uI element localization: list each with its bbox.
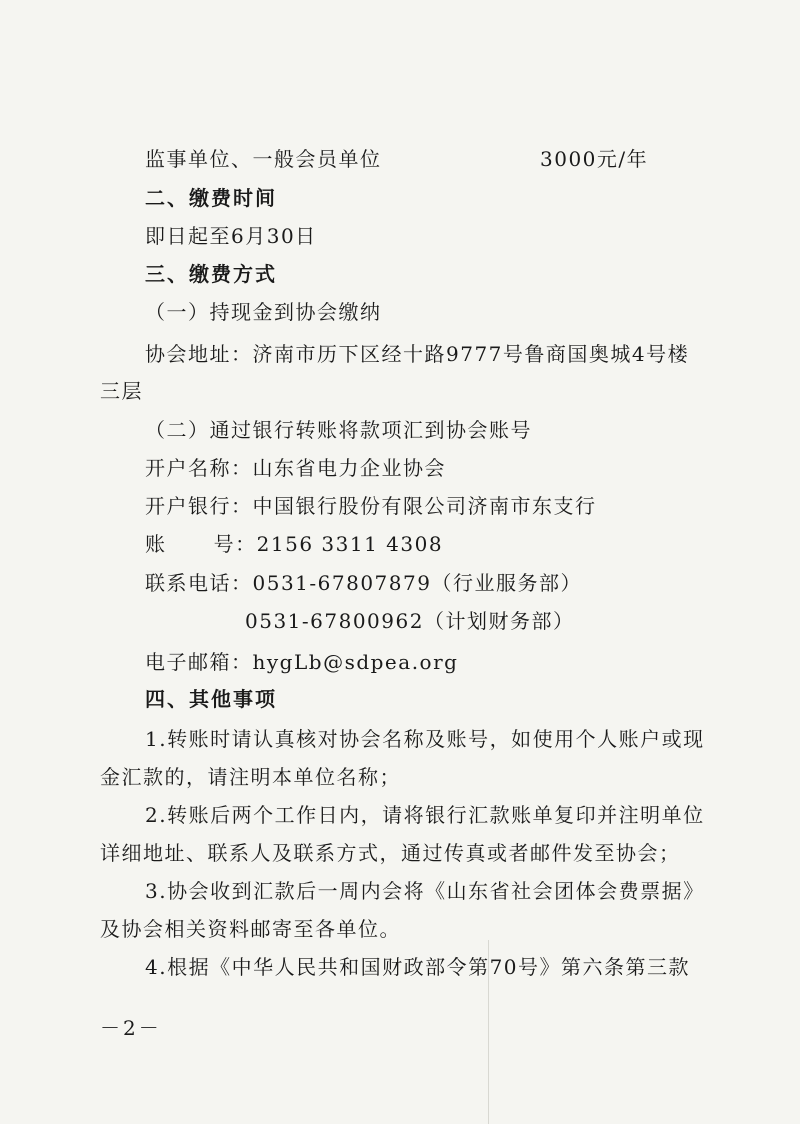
address-line-1: 协会地址：济南市历下区经十路9777号鲁商国奥城4号楼: [145, 342, 690, 366]
item-2-line-1: 2.转账后两个工作日内，请将银行汇款账单复印并注明单位: [145, 803, 705, 827]
page-number: －2－: [100, 1016, 162, 1040]
phone-line-2: 0531-67800962（计划财务部）: [245, 609, 575, 633]
section-heading-payment-method: 三、缴费方式: [145, 262, 277, 286]
section-heading-other-matters: 四、其他事项: [145, 687, 277, 711]
method-cash: （一）持现金到协会缴纳: [145, 300, 382, 324]
item-3-line-1: 3.协会收到汇款后一周内会将《山东省社会团体会费票据》: [145, 879, 705, 903]
account-name: 开户名称：山东省电力企业协会: [145, 456, 446, 480]
member-type-label: 监事单位、一般会员单位: [145, 147, 382, 171]
payment-time-text: 即日起至6月30日: [145, 224, 317, 248]
item-1-line-1: 1.转账时请认真核对协会名称及账号，如使用个人账户或现: [145, 727, 705, 751]
email-line: 电子邮箱：hygLb@sdpea.org: [145, 650, 459, 674]
account-number: 账 号：2156 3311 4308: [145, 532, 444, 556]
item-2-line-2: 详细地址、联系人及联系方式，通过传真或者邮件发至协会；: [100, 841, 681, 865]
phone-line-1: 联系电话：0531-67807879（行业服务部）: [145, 571, 582, 595]
fee-line: [145, 147, 649, 171]
fee-amount: 3000元/年: [540, 147, 649, 171]
item-3-line-2: 及协会相关资料邮寄至各单位。: [100, 917, 401, 941]
item-1-line-2: 金汇款的，请注明本单位名称；: [100, 765, 401, 789]
item-4-line-1: 4.根据《中华人民共和国财政部令第70号》第六条第三款: [145, 955, 691, 979]
bank-name: 开户银行：中国银行股份有限公司济南市东支行: [145, 494, 597, 518]
address-line-2: 三层: [100, 379, 143, 403]
section-heading-payment-time: 二、缴费时间: [145, 186, 277, 210]
method-bank-transfer: （二）通过银行转账将款项汇到协会账号: [145, 418, 532, 442]
